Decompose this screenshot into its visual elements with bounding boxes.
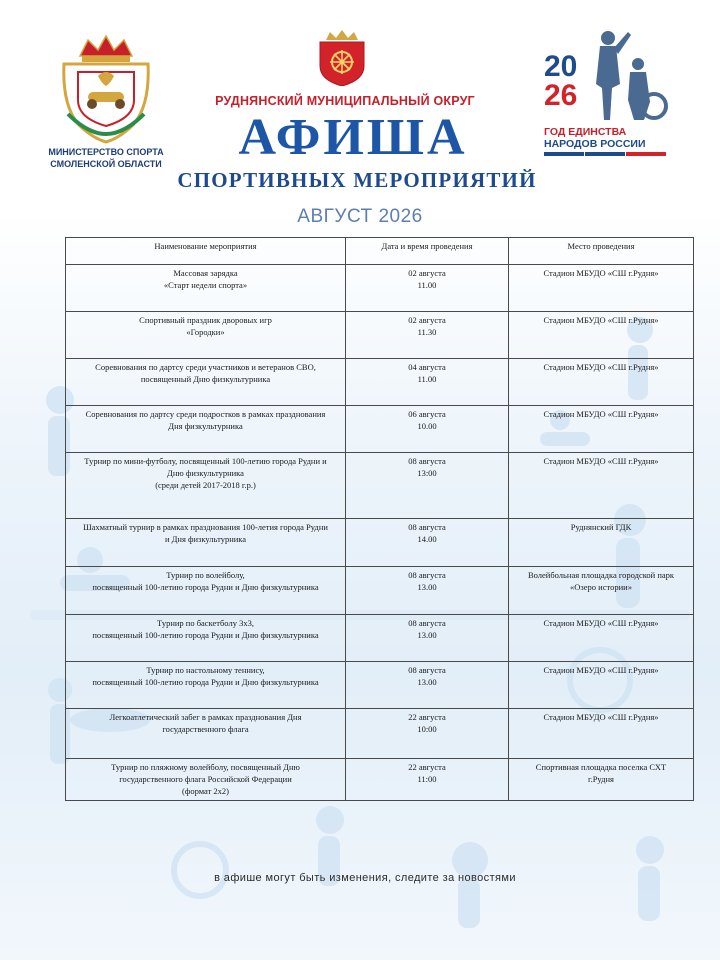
event-name: Массовая зарядка «Старт недели спорта» <box>66 265 346 312</box>
year-of-unity-logo <box>540 28 670 156</box>
year-digits-bottom: 26 <box>544 79 578 112</box>
table-row <box>66 709 694 759</box>
event-datetime: 22 августа 10:00 <box>346 709 509 759</box>
event-place: Спортивная площадка поселка СХТ г.Рудня <box>509 759 694 801</box>
page-subtitle: СПОРТИВНЫХ МЕРОПРИЯТИЙ <box>177 168 537 192</box>
monument-icon <box>584 28 668 124</box>
event-datetime: 04 августа 11.00 <box>346 359 509 406</box>
column-header-datetime: Дата и время проведения <box>346 238 509 265</box>
event-datetime: 08 августа 13.00 <box>346 567 509 615</box>
table-row <box>66 359 694 406</box>
event-place: Стадион МБУДО «СШ г.Рудня» <box>509 406 694 453</box>
event-name: Турнир по баскетболу 3х3, посвященный 100-летию города Рудни и Дню физкультурника <box>66 615 346 662</box>
table-row <box>66 567 694 615</box>
event-name: Шахматный турнир в рамках празднования 100-летия города Рудни и Дня физкультурника <box>66 519 346 567</box>
event-name: Соревнования по дартсу среди участников и ветеранов СВО, посвященный Дню физкультурника <box>66 359 346 406</box>
event-place: Стадион МБУДО «СШ г.Рудня» <box>509 359 694 406</box>
event-place: Руднянский ГДК <box>509 519 694 567</box>
event-place: Стадион МБУДО «СШ г.Рудня» <box>509 662 694 709</box>
year-digits-top: 20 <box>544 50 578 83</box>
municipality-label: РУДНЯНСКИЙ МУНИЦИПАЛЬНЫЙ ОКРУГ <box>215 94 475 108</box>
event-datetime: 06 августа 10.00 <box>346 406 509 453</box>
year-digits <box>544 52 577 110</box>
rudnya-coat-of-arms-icon <box>316 30 368 86</box>
column-header-place: Место проведения <box>509 238 694 265</box>
table-row <box>66 519 694 567</box>
event-name: Турнир по настольному теннису, посвященный 100-летию города Рудни и Дню физкультурника <box>66 662 346 709</box>
year-caption-line1: ГОД ЕДИНСТВА <box>544 126 627 138</box>
tricolor-bar <box>544 152 666 156</box>
event-datetime: 02 августа 11.00 <box>346 265 509 312</box>
table-header-row <box>66 238 694 265</box>
event-datetime: 08 августа 13.00 <box>346 662 509 709</box>
event-place: Стадион МБУДО «СШ г.Рудня» <box>509 615 694 662</box>
year-caption <box>544 126 646 150</box>
event-place: Волейбольная площадка городской парк «Озеро истории» <box>509 567 694 615</box>
event-datetime: 08 августа 13:00 <box>346 453 509 519</box>
event-datetime: 08 августа 14.00 <box>346 519 509 567</box>
event-datetime: 02 августа 11.30 <box>346 312 509 359</box>
event-place: Стадион МБУДО «СШ г.Рудня» <box>509 265 694 312</box>
smolensk-coat-of-arms-icon <box>58 34 154 144</box>
month-label: АВГУСТ 2026 <box>297 206 423 227</box>
ministry-label: МИНИСТЕРСТВО СПОРТА СМОЛЕНСКОЙ ОБЛАСТИ <box>48 147 164 169</box>
event-datetime: 22 августа 11:00 <box>346 759 509 801</box>
page-title: АФИША <box>238 109 468 166</box>
table-row <box>66 312 694 359</box>
event-name: Соревнования по дартсу среди подростков в рамках празднования Дня физкультурника <box>66 406 346 453</box>
event-place: Стадион МБУДО «СШ г.Рудня» <box>509 312 694 359</box>
table-row <box>66 759 694 801</box>
event-datetime: 08 августа 13.00 <box>346 615 509 662</box>
event-name: Турнир по пляжному волейболу, посвященный Дню государственного флага Российской Федерации (формат 2х2) <box>66 759 346 801</box>
table-row <box>66 615 694 662</box>
table-row <box>66 453 694 519</box>
table-row <box>66 265 694 312</box>
column-header-name: Наименование мероприятия <box>66 238 346 265</box>
event-place: Стадион МБУДО «СШ г.Рудня» <box>509 453 694 519</box>
event-name: Турнир по волейболу, посвященный 100-летию города Рудни и Дню физкультурника <box>66 567 346 615</box>
event-name: Легкоатлетический забег в рамках празднования Дня государственного флага <box>66 709 346 759</box>
table-row <box>66 406 694 453</box>
events-table <box>65 237 694 801</box>
year-caption-line2: НАРОДОВ РОССИИ <box>544 138 646 150</box>
event-name: Спортивный праздник дворовых игр «Городки» <box>66 312 346 359</box>
event-name: Турнир по мини-футболу, посвященный 100-летию города Рудни и Дню физкультурника (среди детей 2017-2018 г.р.) <box>66 453 346 519</box>
table-row <box>66 662 694 709</box>
footer-note: в афише могут быть изменения, следите за новостями <box>214 872 516 884</box>
event-place: Стадион МБУДО «СШ г.Рудня» <box>509 709 694 759</box>
